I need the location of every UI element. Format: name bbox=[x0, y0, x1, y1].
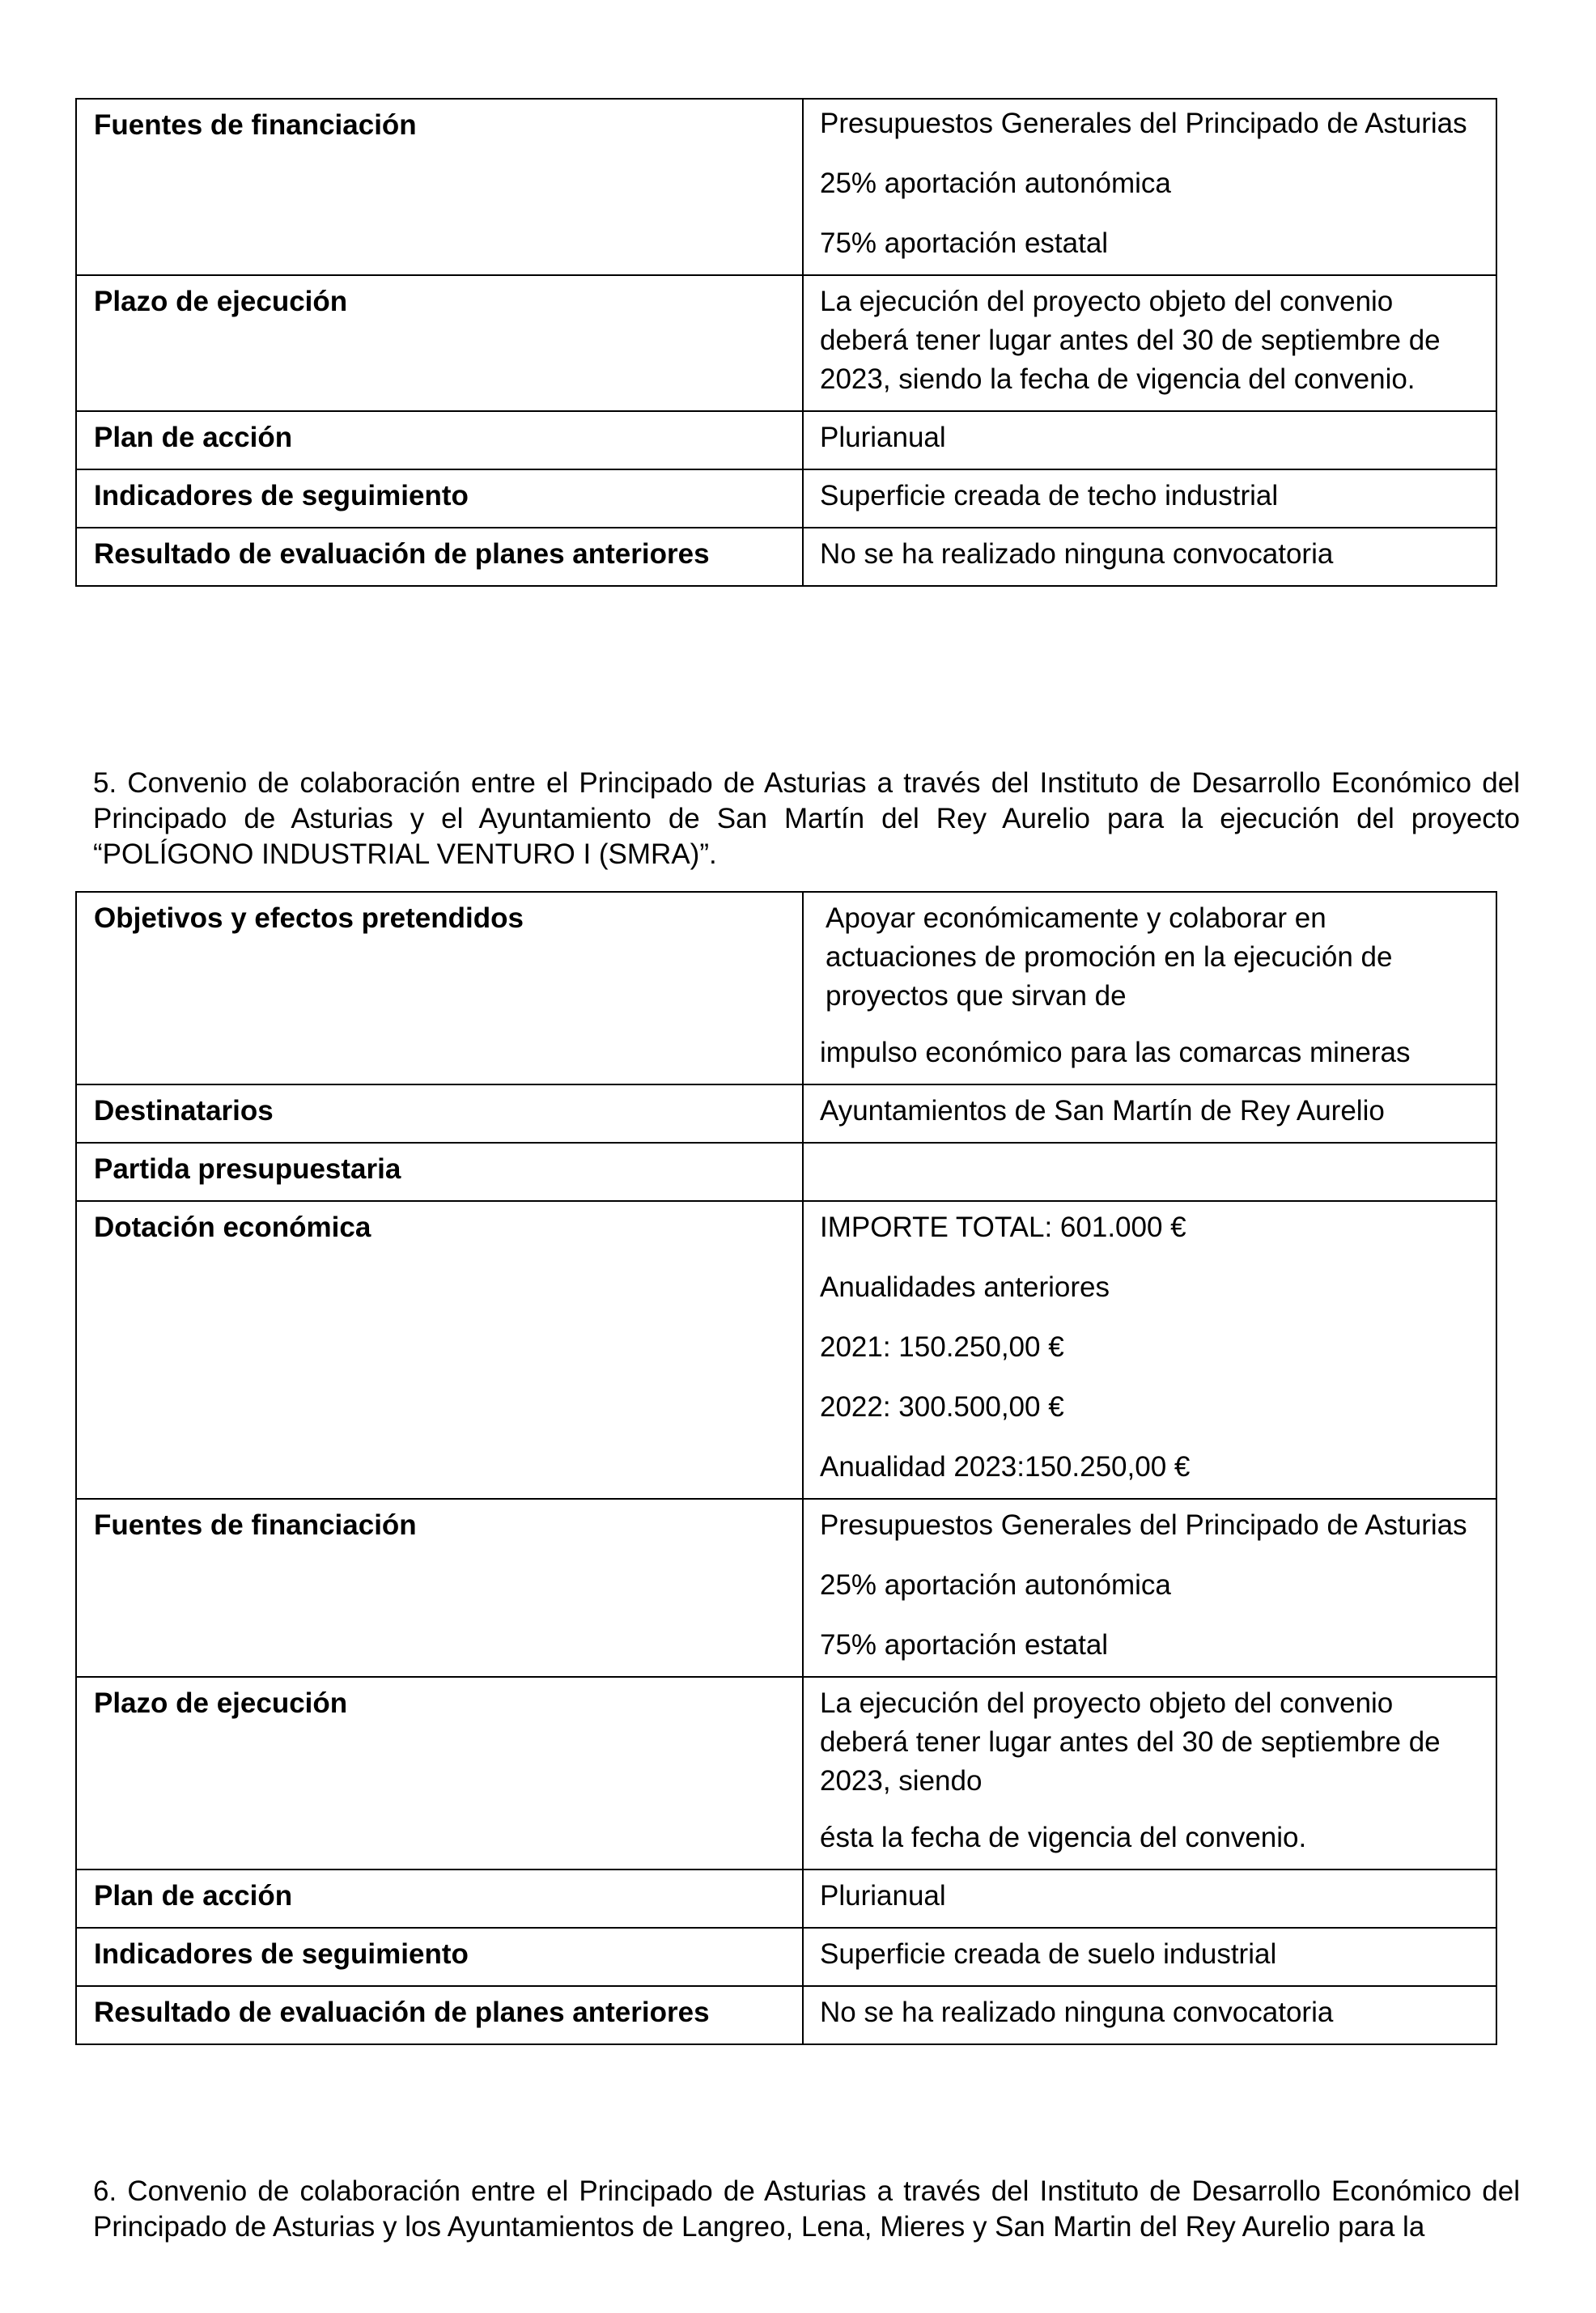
value-line: Superficie creada de suelo industrial bbox=[820, 1938, 1277, 1970]
value-line: Plurianual bbox=[820, 422, 946, 453]
row-label: Partida presupuestaria bbox=[76, 1143, 803, 1201]
row-label: Plazo de ejecución bbox=[76, 275, 803, 411]
value-line: Anualidades anteriores bbox=[820, 1271, 1110, 1303]
table-row bbox=[76, 528, 1496, 586]
value-line: Apoyar económicamente y colaborar en actuaciones de promoción en la ejecución de proyectos que sirvan de bbox=[826, 902, 1393, 1012]
row-label: Dotación económica bbox=[76, 1201, 803, 1499]
convenio-table-section-5 bbox=[75, 891, 1497, 2045]
row-label: Fuentes de financiación bbox=[76, 1499, 803, 1677]
value-line: La ejecución del proyecto objeto del convenio deberá tener lugar antes del 30 de septiembre de 2023, siendo bbox=[820, 1687, 1441, 1797]
row-value bbox=[803, 1928, 1496, 1986]
value-line: 25% aportación autonómica bbox=[820, 168, 1171, 199]
row-label: Resultado de evaluación de planes anteriores bbox=[76, 1986, 803, 2044]
value-line: impulso económico para las comarcas mineras bbox=[820, 1037, 1411, 1068]
funding-table-section-4 bbox=[75, 98, 1497, 587]
table-row bbox=[76, 1986, 1496, 2044]
row-value bbox=[803, 1084, 1496, 1143]
table-row bbox=[76, 1677, 1496, 1869]
table-row bbox=[76, 1499, 1496, 1677]
row-value bbox=[803, 1499, 1496, 1677]
value-line: 25% aportación autonómica bbox=[820, 1569, 1171, 1601]
value-line: No se ha realizado ninguna convocatoria bbox=[820, 1997, 1334, 2028]
value-line: Superficie creada de techo industrial bbox=[820, 480, 1279, 511]
value-line: La ejecución del proyecto objeto del convenio deberá tener lugar antes del 30 de septiembre de 2023, siendo la fecha de vigencia del convenio. bbox=[820, 286, 1441, 395]
table-row bbox=[76, 275, 1496, 411]
table-row bbox=[76, 1084, 1496, 1143]
value-line: Ayuntamientos de San Martín de Rey Aurelio bbox=[820, 1095, 1385, 1127]
value-line: 2022: 300.500,00 € bbox=[820, 1391, 1064, 1423]
table-row bbox=[76, 411, 1496, 469]
table-row bbox=[76, 469, 1496, 528]
value-line: No se ha realizado ninguna convocatoria bbox=[820, 538, 1334, 570]
table-row bbox=[76, 99, 1496, 275]
value-line: Anualidad 2023:150.250,00 € bbox=[820, 1451, 1191, 1483]
table-row bbox=[76, 1928, 1496, 1986]
row-label: Destinatarios bbox=[76, 1084, 803, 1143]
row-label: Indicadores de seguimiento bbox=[76, 1928, 803, 1986]
row-value bbox=[803, 528, 1496, 586]
row-label: Indicadores de seguimiento bbox=[76, 469, 803, 528]
section-5-heading: 5. Convenio de colaboración entre el Principado de Asturias a través del Instituto de Desarrollo Económico del Principado de Asturias y el Ayuntamiento de San Martín del Rey Aurelio para la ejecución del proyecto “POLÍGONO INDUSTRIAL VENTURO I (SMRA)”. bbox=[93, 767, 1520, 870]
section-6-heading: 6. Convenio de colaboración entre el Principado de Asturias a través del Instituto de Desarrollo Económico del Principado de Asturias y los Ayuntamientos de Langreo, Lena, Mieres y San Martin del Rey Aurelio para la bbox=[93, 2175, 1520, 2243]
value-line: Presupuestos Generales del Principado de Asturias bbox=[820, 1509, 1467, 1541]
row-label: Plan de acción bbox=[76, 1869, 803, 1928]
table-row bbox=[76, 1869, 1496, 1928]
row-value bbox=[803, 1986, 1496, 2044]
row-value bbox=[803, 1677, 1496, 1869]
row-label: Resultado de evaluación de planes anteriores bbox=[76, 528, 803, 586]
row-value bbox=[803, 1143, 1496, 1201]
value-line: Plurianual bbox=[820, 1880, 946, 1912]
row-label: Plan de acción bbox=[76, 411, 803, 469]
row-value bbox=[803, 1869, 1496, 1928]
row-label: Plazo de ejecución bbox=[76, 1677, 803, 1869]
table-row bbox=[76, 1201, 1496, 1499]
row-value bbox=[803, 1201, 1496, 1499]
value-line: Presupuestos Generales del Principado de Asturias bbox=[820, 108, 1467, 139]
row-label: Objetivos y efectos pretendidos bbox=[76, 892, 803, 1084]
value-line: IMPORTE TOTAL: 601.000 € bbox=[820, 1212, 1186, 1243]
row-value bbox=[803, 469, 1496, 528]
row-value bbox=[803, 411, 1496, 469]
value-line: 2021: 150.250,00 € bbox=[820, 1331, 1064, 1363]
row-value bbox=[803, 99, 1496, 275]
row-value bbox=[803, 275, 1496, 411]
table-row bbox=[76, 892, 1496, 1084]
value-line: ésta la fecha de vigencia del convenio. bbox=[820, 1822, 1307, 1853]
table-row bbox=[76, 1143, 1496, 1201]
row-label: Fuentes de financiación bbox=[76, 99, 803, 275]
value-line: 75% aportación estatal bbox=[820, 1629, 1109, 1661]
value-line: 75% aportación estatal bbox=[820, 227, 1109, 259]
row-value bbox=[803, 892, 1496, 1084]
